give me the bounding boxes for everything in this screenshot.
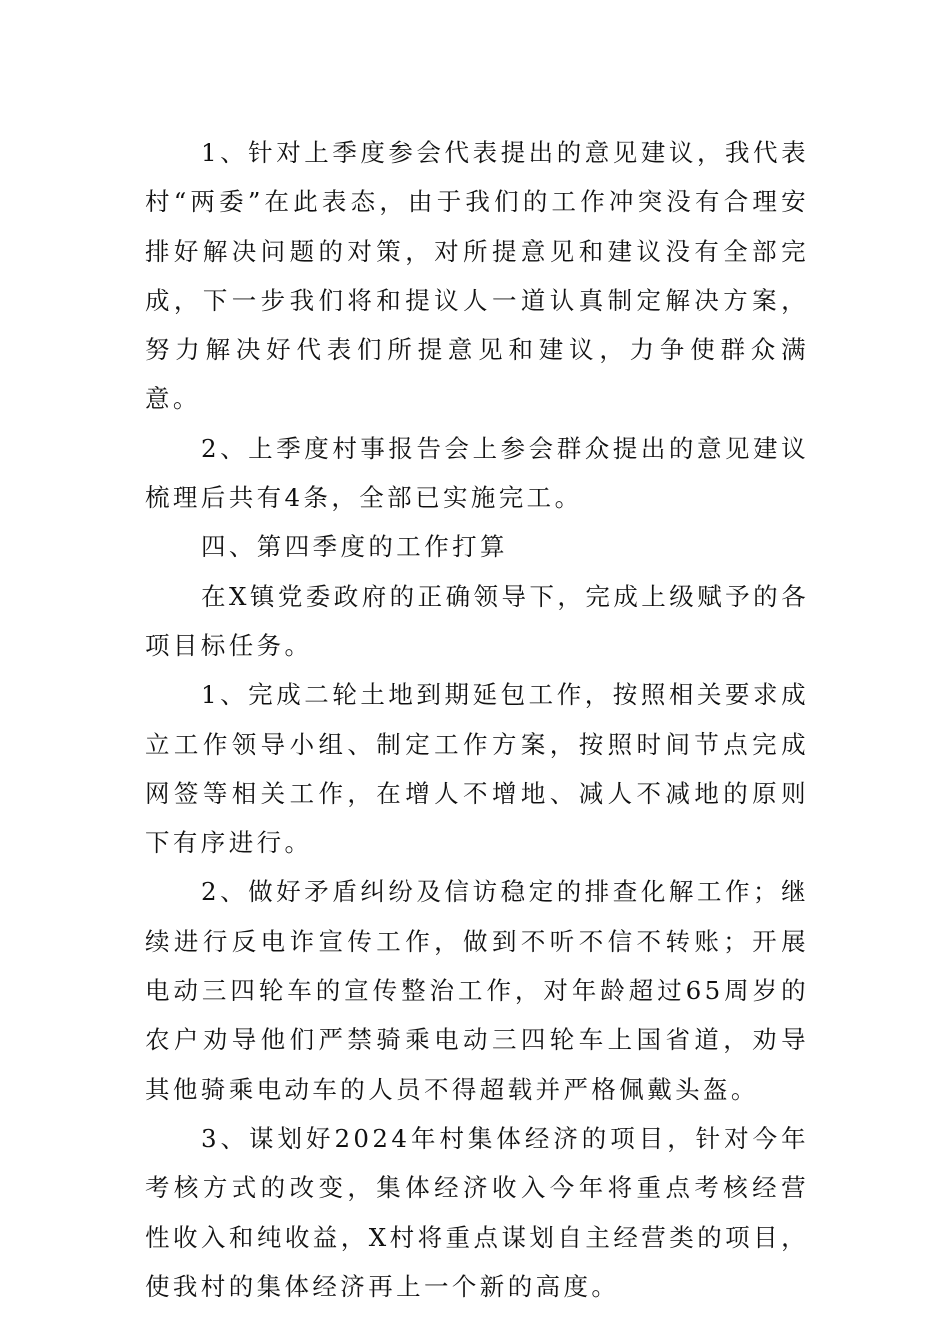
paragraph-suggestions-completed: 2、上季度村事报告会上参会群众提出的意见建议梳理后共有4条，全部已实施完工。 (145, 433, 809, 513)
section-heading-q4-plan: 四、第四季度的工作打算 (201, 532, 508, 562)
paragraph-plan-intro: 在X镇党委政府的正确领导下，完成上级赋予的各项目标任务。 (145, 581, 809, 660)
paragraph-collective-economy: 3、谋划好2024年村集体经济的项目，针对今年考核方式的改变，集体经济收入今年将重点考核经营性收入和纯收益，X村将重点谋划自主经营类的项目，使我村的集体经济再上一个新的高度。 (145, 1123, 809, 1301)
paragraph-dispute-resolution: 2、做好矛盾纠纷及信访稳定的排查化解工作；继续进行反电诈宣传工作，做到不听不信不转账；开展电动三四轮车的宣传整治工作，对年龄超过65周岁的农户劝导他们严禁骑乘电动三四轮车上国省道，劝导其他骑乘电动车的人员不得超载并严格佩戴头盔。 (145, 877, 809, 1104)
paragraph-land-contract: 1、完成二轮土地到期延包工作，按照相关要求成立工作领导小组、制定工作方案，按照时间节点完成网签等相关工作，在增人不增地、减人不减地的原则下有序进行。 (145, 680, 809, 858)
paragraph-feedback-response: 1、针对上季度参会代表提出的意见建议，我代表村“两委”在此表态，由于我们的工作冲突没有合理安排好解决问题的对策，对所提意见和建议没有全部完成，下一步我们将和提议人一道认真制定解决方案，努力解决好代表们所提意见和建议，力争使群众满意。 (145, 138, 809, 414)
document-body (145, 128, 809, 1311)
